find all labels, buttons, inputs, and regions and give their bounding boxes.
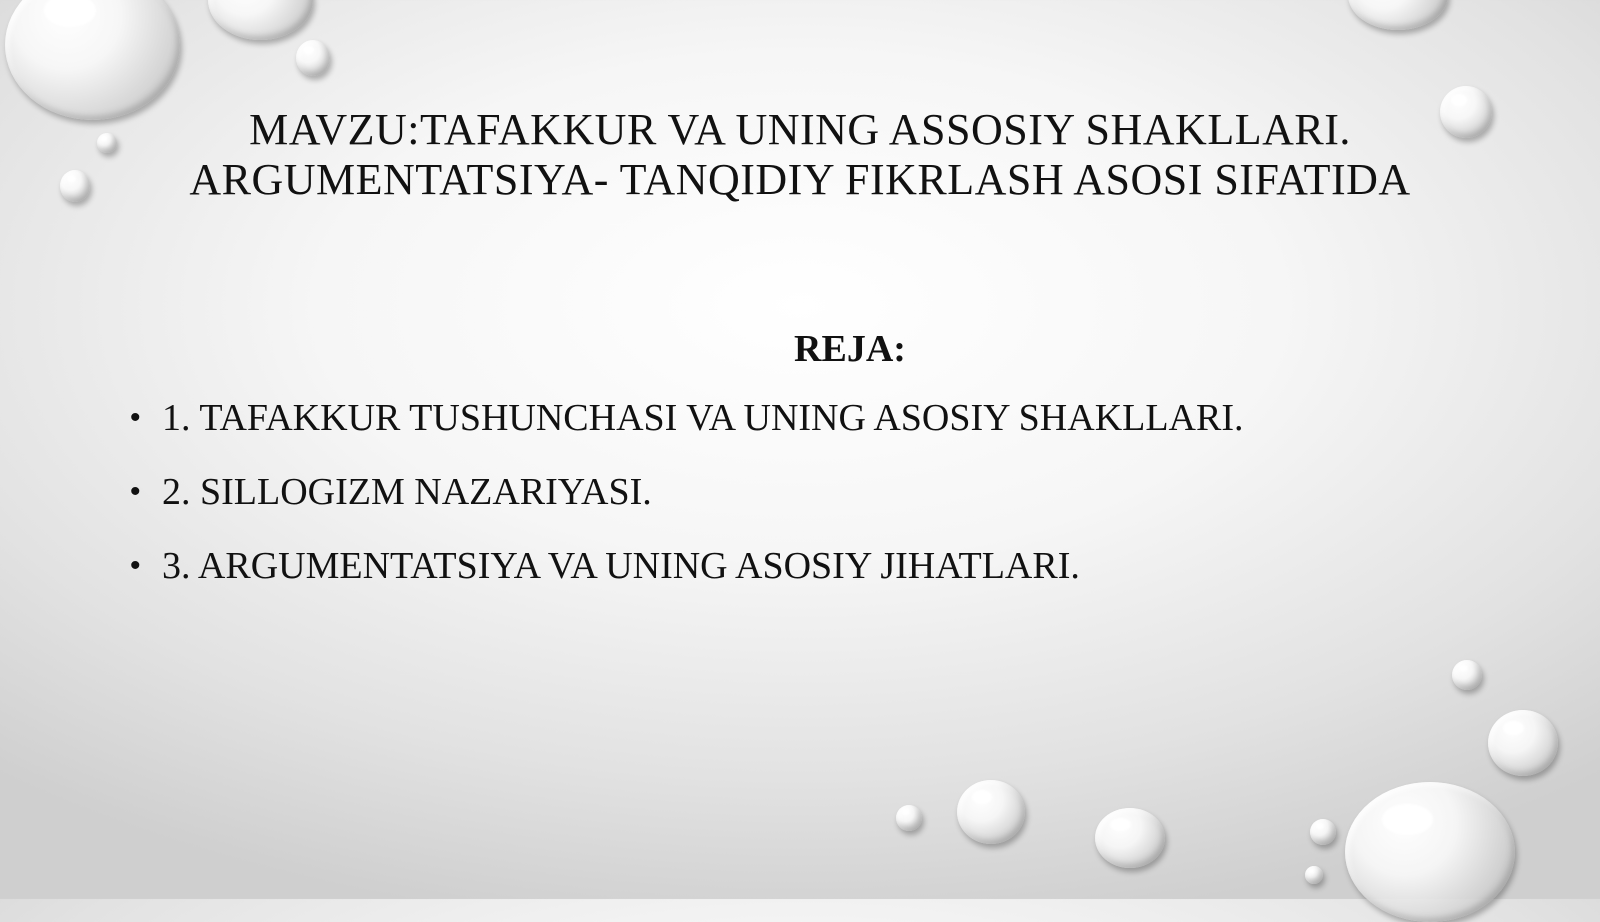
list-item [130, 543, 1510, 589]
water-drop-decoration [296, 40, 330, 76]
plan-heading: REJA: [794, 328, 906, 370]
list-item [130, 395, 1510, 441]
plan-item-text: 2. SILLOGIZM NAZARIYASI. [162, 471, 652, 513]
water-drop-decoration [1488, 710, 1558, 776]
bullet-icon: • [130, 401, 141, 434]
water-drop-decoration [5, 0, 180, 120]
water-drop-decoration [1452, 660, 1482, 690]
bullet-icon: • [130, 549, 141, 582]
water-drop-decoration [1305, 866, 1323, 884]
bullet-icon: • [130, 475, 141, 508]
water-drop-decoration [957, 780, 1025, 844]
water-drop-decoration [208, 0, 313, 40]
slide-title [80, 105, 1520, 205]
plan-list [130, 395, 1510, 617]
water-drop-decoration [1310, 819, 1336, 845]
water-drop-decoration [1348, 0, 1448, 30]
water-drop-decoration [1095, 808, 1165, 868]
list-item [130, 469, 1510, 515]
water-drop-decoration [896, 805, 922, 831]
plan-item-text: 3. ARGUMENTATSIYA VA UNING ASOSIY JIHATLARI. [162, 545, 1080, 587]
slide-title-line-1: MAVZU:TAFAKKUR VA UNING ASSOSIY SHAKLLARI. [249, 105, 1351, 154]
slide-title-line-2: ARGUMENTATSIYA- TANQIDIY FIKRLASH ASOSI SIFATIDA [189, 155, 1411, 204]
plan-item-text: 1. TAFAKKUR TUSHUNCHASI VA UNING ASOSIY SHAKLLARI. [162, 397, 1244, 439]
water-drop-decoration [1345, 782, 1515, 922]
